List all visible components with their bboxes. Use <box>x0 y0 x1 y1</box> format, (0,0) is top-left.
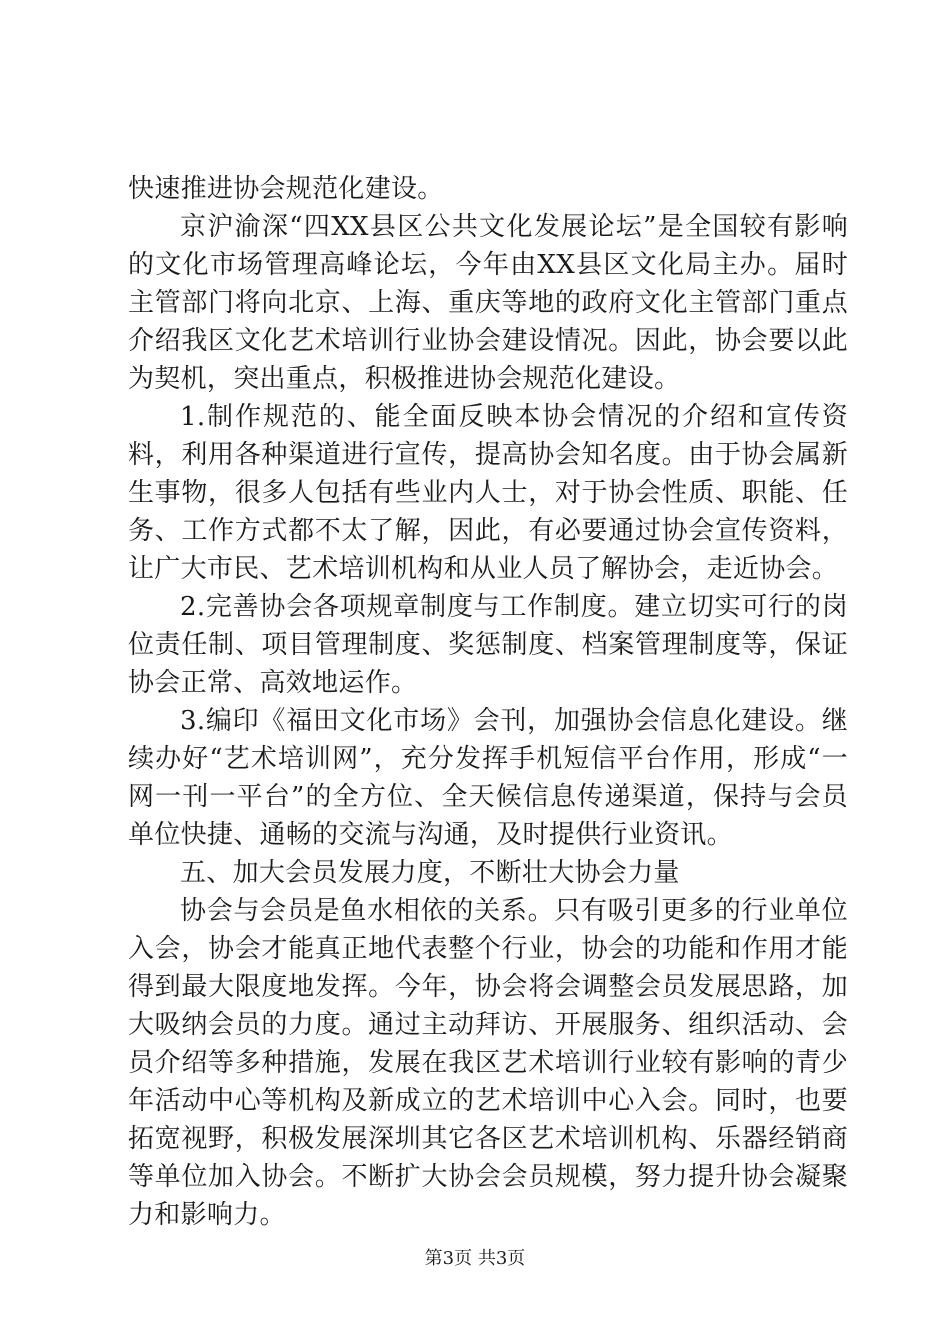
page-number-label: 第3页 共3页 <box>424 1248 526 1269</box>
document-body <box>128 170 848 1234</box>
section-heading-five: 五、加大会员发展力度，不断壮大协会力量 <box>180 858 680 888</box>
paragraph-item-2: 2.完善协会各项规章制度与工作制度。建立切实可行的岗位责任制、项目管理制度、奖惩制度、档案管理制度等，保证协会正常、高效地运作。 <box>128 592 848 698</box>
page-footer <box>0 1247 950 1271</box>
paragraph-intro: 快速推进协会规范化建设。 <box>128 174 444 204</box>
paragraph-members: 协会与会员是鱼水相依的关系。只有吸引更多的行业单位入会，协会才能真正地代表整个行业，协会的功能和作用才能得到最大限度地发挥。今年，协会将会调整会员发展思路，加大吸纳会员的力度。通过主动拜访、开展服务、组织活动、会员介绍等多种措施，发展在我区艺术培训行业较有影响的青少年活动中心等机构及新成立的艺术培训中心入会。同时，也要拓宽视野，积极发展深圳其它各区艺术培训机构、乐器经销商等单位加入协会。不断扩大协会会员规模，努力提升协会凝聚力和影响力。 <box>128 896 848 1230</box>
paragraph-item-3: 3.编印《福田文化市场》会刊，加强协会信息化建设。继续办好“艺术培训网”，充分发挥手机短信平台作用，形成“一网一刊一平台”的全方位、全天候信息传递渠道，保持与会员单位快捷、通畅的交流与沟通，及时提供行业资讯。 <box>128 706 848 850</box>
paragraph-item-1: 1.制作规范的、能全面反映本协会情况的介绍和宣传资料，利用各种渠道进行宣传，提高协会知名度。由于协会属新生事物，很多人包括有些业内人士，对于协会性质、职能、任务、工作方式都不太了解，因此，有必要通过协会宣传资料，让广大市民、艺术培训机构和从业人员了解协会，走近协会。 <box>128 402 848 584</box>
paragraph-forum: 京沪渝深“四XX县区公共文化发展论坛”是全国较有影响的文化市场管理高峰论坛，今年由XX县区文化局主办。届时主管部门将向北京、上海、重庆等地的政府文化主管部门重点介绍我区文化艺术培训行业协会建设情况。因此，协会要以此为契机，突出重点，积极推进协会规范化建设。 <box>128 212 848 394</box>
